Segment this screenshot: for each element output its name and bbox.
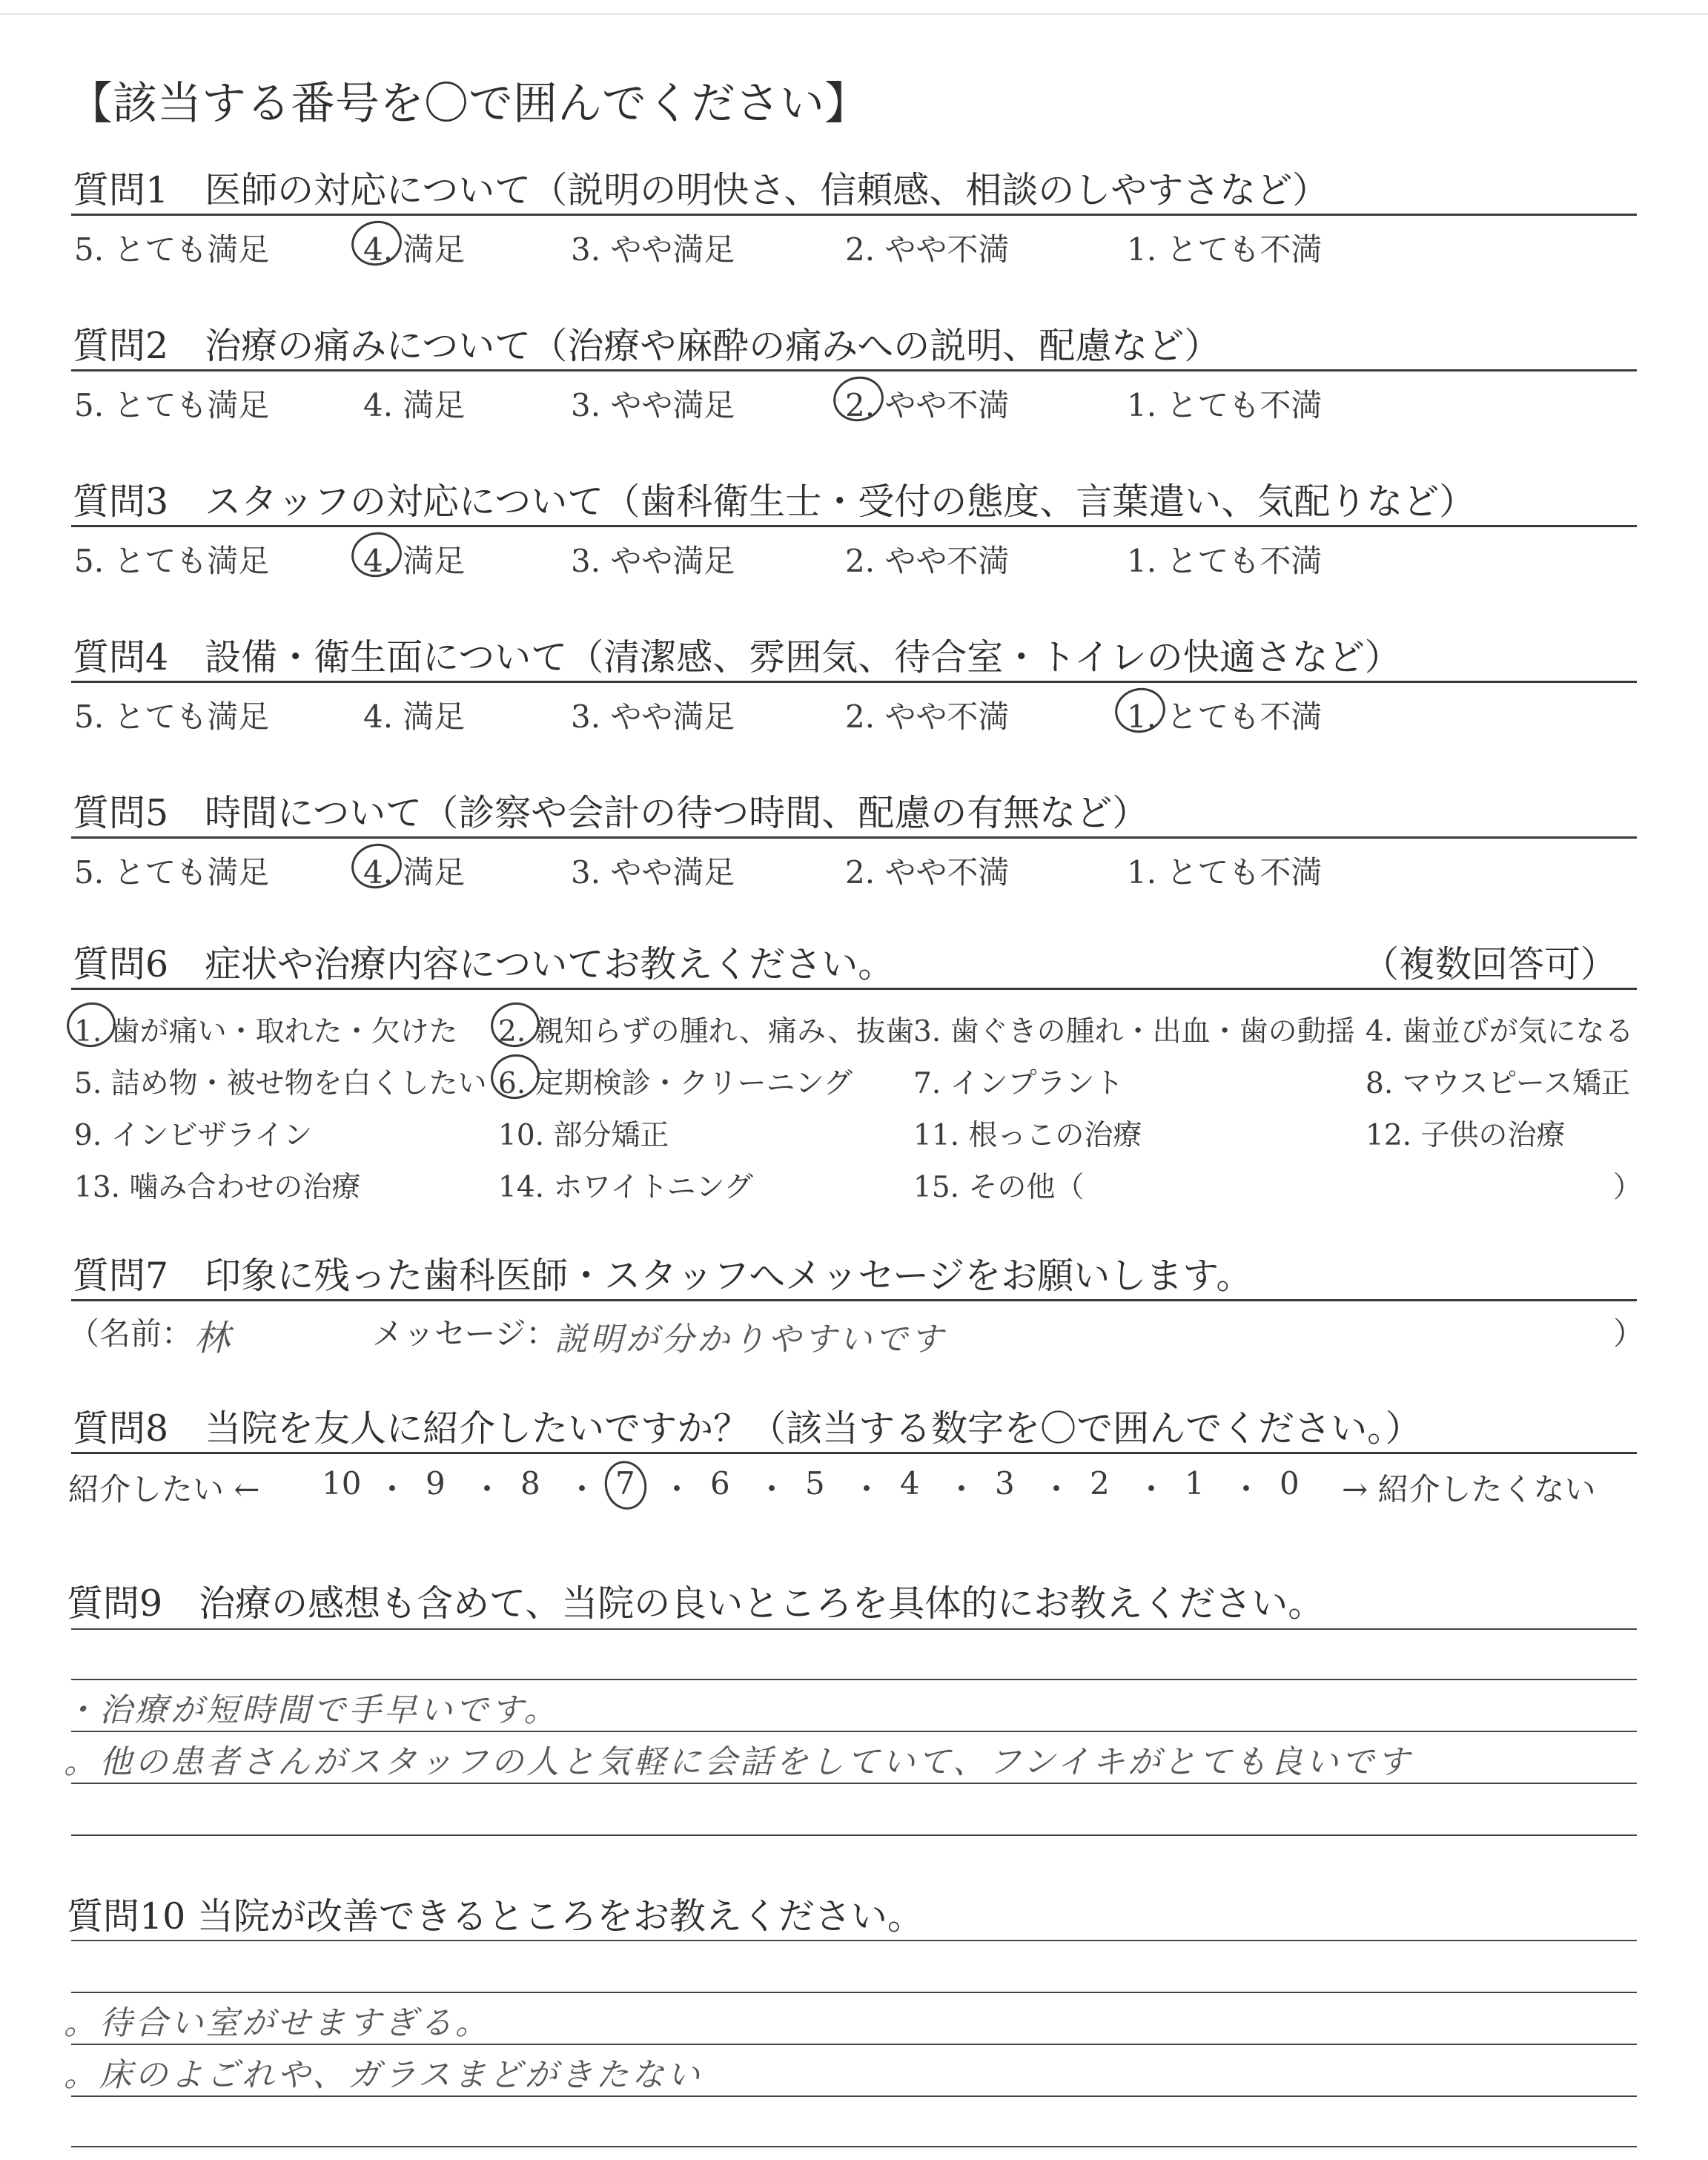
question-2-label: 質問2 治療の痛みについて（治療や麻酔の痛みへの説明、配慮など） — [73, 325, 1221, 367]
q6-option-1: 1. 歯が痛い・取れた・欠けた — [74, 1015, 458, 1048]
question-9-label: 質問9 治療の感想も含めて、当院の良いところを具体的にお教えください。 — [67, 1582, 1325, 1625]
q1-option-3: 3. やや満足 — [571, 231, 735, 268]
q4-option-1: 1. とても不満 — [1127, 698, 1323, 735]
q2-option-4: 4. 満足 — [363, 387, 466, 423]
q4-option-2: 2. やや不満 — [845, 698, 1010, 735]
q9-line-4 — [71, 1783, 1637, 1784]
q6-option-14: 14. ホワイトニング — [498, 1171, 753, 1204]
q6-option-6: 6. 定期検診・クリーニング — [498, 1067, 853, 1100]
q10-line-5 — [71, 2146, 1637, 2147]
message-label: メッセージ： — [372, 1315, 557, 1352]
q6-option-7: 7. インプラント — [913, 1067, 1124, 1100]
q10-answer-1: 。待合い室がせますぎる。 — [64, 2004, 491, 2042]
scale-dot: ・ — [661, 1471, 693, 1507]
question-10-label: 質問10 当院が改善できるところをお教えください。 — [67, 1895, 924, 1938]
q6-option-3: 3. 歯ぐきの腫れ・出血・歯の動揺 — [913, 1015, 1355, 1048]
message-value: 説明が分かりやすいです — [555, 1321, 946, 1358]
scale-number-2: 2 — [1090, 1465, 1110, 1502]
q9-line-1 — [71, 1628, 1637, 1630]
q2-option-2: 2. やや不満 — [845, 387, 1010, 423]
q6-option-9: 9. インビザライン — [74, 1119, 313, 1152]
q10-answer-2: 。床のよごれや、ガラスまどがきたない — [64, 2056, 703, 2094]
question-2-rule — [71, 369, 1637, 371]
scale-number-6: 6 — [710, 1465, 730, 1502]
q4-option-5: 5. とても満足 — [74, 698, 270, 735]
q3-option-2: 2. やや不満 — [845, 543, 1010, 579]
q6-option-10: 10. 部分矯正 — [498, 1119, 669, 1152]
q9-line-2 — [71, 1679, 1637, 1680]
q10-line-1 — [71, 1940, 1637, 1941]
q6-option-5: 5. 詰め物・被せ物を白くしたい — [74, 1067, 487, 1100]
q4-option-3: 3. やや満足 — [571, 698, 735, 735]
q4-option-4: 4. 満足 — [363, 698, 466, 735]
q3-option-4: 4. 満足 — [363, 543, 466, 579]
scale-number-9: 9 — [426, 1465, 446, 1502]
scale-selection-circle — [600, 1457, 651, 1513]
q5-option-3: 3. やや満足 — [571, 854, 735, 891]
question-8-label: 質問8 当院を友人に紹介したいですか？（該当する数字を〇で囲んでください。） — [73, 1407, 1422, 1450]
scale-dot: ・ — [1136, 1471, 1168, 1507]
scale-left-label: 紹介したい ← — [68, 1471, 260, 1507]
q6-option-4: 4. 歯並びが気になる — [1366, 1015, 1634, 1048]
question-5-label: 質問5 時間について（診察や会計の待つ時間、配慮の有無など） — [73, 792, 1149, 834]
question-7-rule — [71, 1299, 1637, 1301]
scale-number-4: 4 — [900, 1465, 920, 1502]
q2-option-3: 3. やや満足 — [571, 387, 735, 423]
scale-number-0: 0 — [1280, 1465, 1300, 1502]
q9-answer-1: ・治療が短時間で手早いです。 — [64, 1691, 560, 1729]
scale-dot: ・ — [851, 1471, 883, 1507]
q1-option-2: 2. やや不満 — [845, 231, 1010, 268]
q6-option-8: 8. マウスピース矯正 — [1366, 1067, 1630, 1100]
q10-line-2 — [71, 1992, 1637, 1993]
q6-option-13: 13. 噛み合わせの治療 — [74, 1171, 361, 1204]
scale-right-label: → 紹介したくない — [1342, 1471, 1596, 1507]
q6-option-11: 11. 根っこの治療 — [913, 1119, 1142, 1152]
question-1-label: 質問1 医師の対応について（説明の明快さ、信頼感、相談のしやすさなど） — [73, 169, 1329, 211]
q10-line-3 — [71, 2044, 1637, 2045]
scale-dot: ・ — [1041, 1471, 1073, 1507]
q1-option-5: 5. とても満足 — [74, 231, 270, 268]
q9-line-3 — [71, 1731, 1637, 1732]
scale-number-8: 8 — [520, 1465, 540, 1502]
q6-option-2: 2. 親知らずの腫れ、痛み、抜歯 — [498, 1015, 915, 1048]
question-5-rule — [71, 836, 1637, 839]
name-label: （名前： — [68, 1315, 193, 1352]
scale-dot: ・ — [1231, 1471, 1262, 1507]
scale-dot: ・ — [946, 1471, 978, 1507]
scale-dot: ・ — [756, 1471, 788, 1507]
q3-option-5: 5. とても満足 — [74, 543, 270, 579]
scale-dot: ・ — [377, 1471, 408, 1507]
scale-dot: ・ — [566, 1471, 598, 1507]
question-3-label: 質問3 スタッフの対応について（歯科衛生士・受付の態度、言葉遣い、気配りなど） — [73, 480, 1476, 523]
q1-option-4: 4. 満足 — [363, 231, 466, 268]
scale-dot: ・ — [471, 1471, 503, 1507]
scale-number-1: 1 — [1185, 1465, 1205, 1502]
top-border — [0, 13, 1708, 15]
scale-number-7: 7 — [615, 1465, 635, 1502]
q9-answer-2: 。他の患者さんがスタッフの人と気軽に会話をしていて、フンイキがとても良いです — [64, 1743, 1413, 1781]
q3-option-1: 1. とても不満 — [1127, 543, 1323, 579]
question-8-rule — [71, 1452, 1637, 1454]
question-6-rule — [71, 988, 1637, 990]
question-4-rule — [71, 681, 1637, 683]
scale-number-10: 10 — [322, 1465, 362, 1502]
scale-number-5: 5 — [805, 1465, 825, 1502]
question-6-note: （複数回答可） — [1363, 943, 1618, 985]
question-1-rule — [71, 214, 1637, 216]
message-close: ） — [1613, 1315, 1645, 1352]
q5-option-1: 1. とても不満 — [1127, 854, 1323, 891]
name-value: 林 — [194, 1318, 234, 1359]
q5-option-2: 2. やや不満 — [845, 854, 1010, 891]
q3-option-3: 3. やや満足 — [571, 543, 735, 579]
question-6-label: 質問6 症状や治療内容についてお教えください。 — [73, 943, 895, 985]
question-7-label: 質問7 印象に残った歯科医師・スタッフへメッセージをお願いします。 — [73, 1255, 1253, 1297]
question-3-rule — [71, 525, 1637, 527]
q10-line-4 — [71, 2095, 1637, 2097]
scale-number-3: 3 — [995, 1465, 1015, 1502]
q6-option-15: 15. その他（ — [913, 1171, 1085, 1204]
q2-option-1: 1. とても不満 — [1127, 387, 1323, 423]
q2-option-5: 5. とても満足 — [74, 387, 270, 423]
q6-option-15-close: ） — [1613, 1171, 1643, 1204]
q1-option-1: 1. とても不満 — [1127, 231, 1323, 268]
q5-option-4: 4. 満足 — [363, 854, 466, 891]
q6-option-12: 12. 子供の治療 — [1366, 1119, 1566, 1152]
page-title: 【該当する番号を〇で囲んでください】 — [68, 78, 869, 130]
q5-option-5: 5. とても満足 — [74, 854, 270, 891]
q9-line-5 — [71, 1834, 1637, 1836]
question-4-label: 質問4 設備・衛生面について（清潔感、雰囲気、待合室・トイレの快適さなど） — [73, 636, 1401, 678]
